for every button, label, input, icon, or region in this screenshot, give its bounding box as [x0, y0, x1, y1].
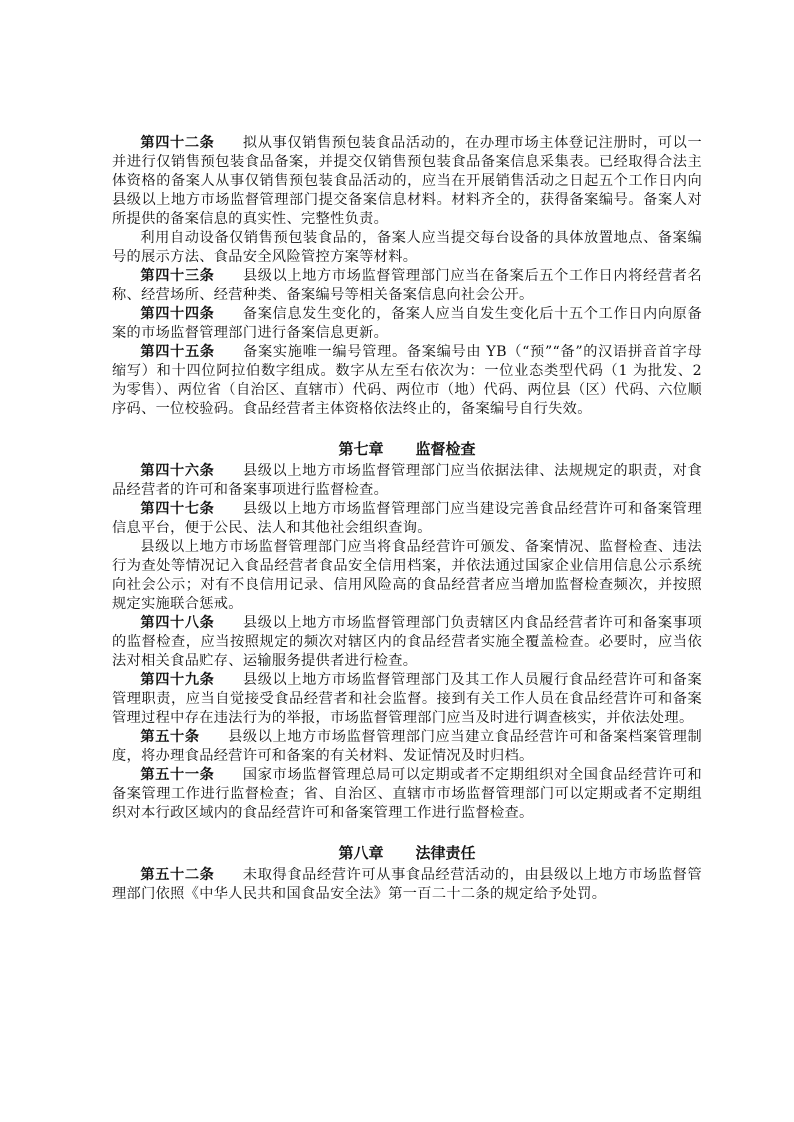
article-text: 县级以上地方市场监督管理部门应当建立食品经营许可和备案档案管理制度，将办理食品经营许可和备案的有关材料、发证情况及时归档。	[112, 729, 702, 764]
chapter-title: 监督检查	[415, 440, 476, 458]
article-text: 备案实施唯一编号管理。备案编号由 YB（“预”“备”的汉语拼音首字母缩写）和十四位阿拉伯数字组成。数字从左至右依次为：一位业态类型代码（1 为批发、2 为零售）、两位省（自治区、直辖市）代码、两位市（地）代码、两位县（区）代码、六位顺序码、一位校验码。食品经营者主体资格依法终止的，备案编号自行失效。	[112, 344, 702, 417]
article-text: 利用自动设备仅销售预包装食品的，备案人应当提交每台设备的具体放置地点、备案编号的展示方法、食品安全风险管控方案等材料。	[112, 230, 702, 265]
article-47	[112, 500, 702, 538]
chapter-heading-7	[112, 439, 702, 460]
article-49	[112, 671, 702, 728]
document-page	[112, 134, 702, 904]
article-text: 县级以上地方市场监督管理部门应当在备案后五个工作日内将经营者名称、经营场所、经营种类、备案编号等相关备案信息向社会公开。	[112, 268, 702, 303]
article-number: 第四十九条	[140, 672, 215, 688]
article-text: 拟从事仅销售预包装食品活动的，在办理市场主体登记注册时，可以一并进行仅销售预包装食品备案，并提交仅销售预包装食品备案信息采集表。已经取得合法主体资格的备案人从事仅销售预包装食品活动的，应当在开展销售活动之日起五个工作日内向县级以上地方市场监督管理部门提交备案信息材料。材料齐全的，获得备案编号。备案人对所提供的备案信息的真实性、完整性负责。	[112, 135, 702, 227]
article-text: 县级以上地方市场监督管理部门应当依据法律、法规规定的职责，对食品经营者的许可和备案事项进行监督检查。	[112, 463, 702, 498]
article-text: 未取得食品经营许可从事食品经营活动的，由县级以上地方市场监督管理部门依照《中华人民共和国食品安全法》第一百二十二条的规定给予处罚。	[112, 867, 702, 902]
article-44	[112, 305, 702, 343]
article-number: 第四十八条	[140, 615, 215, 631]
article-42	[112, 134, 702, 229]
article-text: 县级以上地方市场监督管理部门应当建设完善食品经营许可和备案管理信息平台，便于公民、法人和其他社会组织查询。	[112, 501, 702, 536]
article-number: 第四十五条	[140, 344, 215, 360]
article-text: 国家市场监督管理总局可以定期或者不定期组织对全国食品经营许可和备案管理工作进行监督检查；省、自治区、直辖市市场监督管理部门可以定期或者不定期组织对本行政区域内的食品经营许可和备案管理工作进行监督检查。	[112, 767, 702, 821]
article-45	[112, 343, 702, 419]
chapter-number: 第八章	[338, 844, 384, 862]
article-number: 第四十七条	[140, 501, 215, 517]
article-text: 备案信息发生变化的，备案人应当自发生变化后十五个工作日内向原备案的市场监督管理部门进行备案信息更新。	[112, 306, 702, 341]
article-number: 第四十二条	[140, 135, 215, 151]
article-52	[112, 866, 702, 904]
chapter-number: 第七章	[338, 440, 384, 458]
article-number: 第五十一条	[140, 767, 215, 783]
article-43	[112, 267, 702, 305]
article-number: 第五十条	[140, 729, 200, 745]
article-46	[112, 462, 702, 500]
chapter-title: 法律责任	[415, 844, 476, 862]
article-number: 第四十六条	[140, 463, 215, 479]
chapter-heading-8	[112, 843, 702, 864]
article-text: 县级以上地方市场监督管理部门负责辖区内食品经营者许可和备案事项的监督检查，应当按照规定的频次对辖区内的食品经营者实施全覆盖检查。必要时，应当依法对相关食品贮存、运输服务提供者进行检查。	[112, 615, 702, 669]
article-number: 第四十四条	[140, 306, 215, 322]
article-51	[112, 766, 702, 823]
article-47-para-2	[112, 538, 702, 614]
article-number: 第四十三条	[140, 268, 215, 284]
article-number: 第五十二条	[140, 867, 215, 883]
article-50	[112, 728, 702, 766]
article-42-para-2	[112, 229, 702, 267]
article-text: 县级以上地方市场监督管理部门应当将食品经营许可颁发、备案情况、监督检查、违法行为查处等情况记入食品经营者食品安全信用档案，并依法通过国家企业信用信息公示系统向社会公示；对有不良信用记录、信用风险高的食品经营者应当增加监督检查频次，并按照规定实施联合惩戒。	[112, 539, 702, 612]
article-48	[112, 614, 702, 671]
article-text: 县级以上地方市场监督管理部门及其工作人员履行食品经营许可和备案管理职责，应当自觉接受食品经营者和社会监督。接到有关工作人员在食品经营许可和备案管理过程中存在违法行为的举报，市场监督管理部门应当及时进行调查核实，并依法处理。	[112, 672, 702, 726]
